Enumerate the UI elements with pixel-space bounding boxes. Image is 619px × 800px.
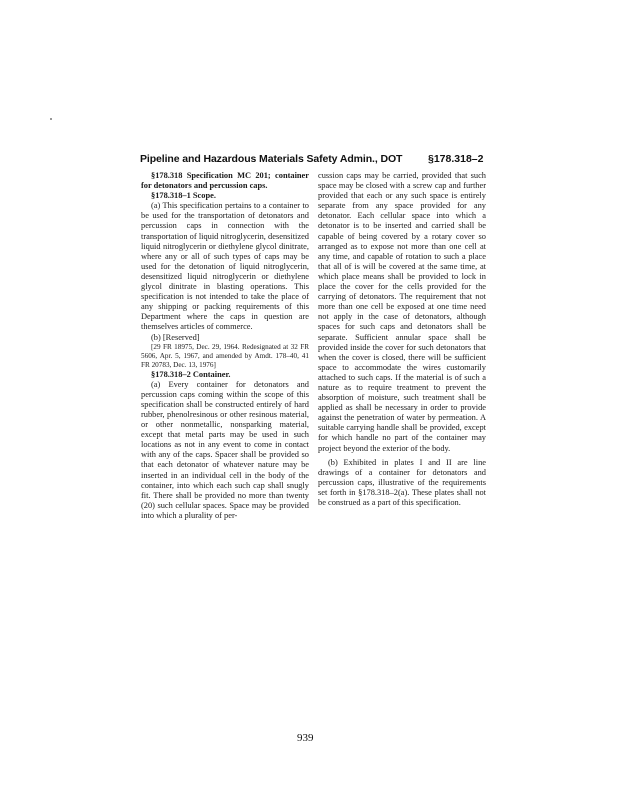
left-column: [141, 171, 309, 521]
right-column: [318, 171, 486, 508]
scan-speck: [50, 118, 52, 120]
scope-paragraph-a: (a) This specification pertains to a container to be used for the transportation of detonators and percussion caps in connection with the transportation of liquid nitroglycerin, desensitized liquid nitroglycerin or diethylene glycol dinitrate, where any or all of such types of caps may be used for the detonation of liquid nitroglycerin, desensitized liquid nitroglycerin or diethylene glycol dinitrate in blasting operations. This specification is not intended to take the place of any shipping or packing requirements of this Department where the caps in question are themselves articles of commerce.: [141, 201, 309, 332]
scope-heading: §178.318–1 Scope.: [151, 191, 216, 201]
running-header-section: §178.318–2: [428, 153, 484, 165]
container-paragraph-b: (b) Exhibited in plates I and II are line drawings of a container for detonators and percussion caps, illustrative of the requirements set forth in §178.318–2(a). These plates shall not be construed as a part of this specification.: [318, 457, 486, 507]
source-note: [29 FR 18975, Dec. 29, 1964. Redesignated at 32 FR 5606, Apr. 5, 1967, and amended by Amdt. 178–40, 41 FR 20783, Dec. 13, 1976]: [141, 342, 309, 369]
container-paragraph-a: (a) Every container for detonators and percussion caps coming within the scope of this specification shall be constructed entirely of hard rubber, phenolresinous or other resinous material, or other nonmetallic, nonsparking material, except that metal parts may be used in such locations as not in any event to come in contact with any of the caps. Spacer shall be provided so that each detonator of whatever nature may be inserted in an individual cell in the body of the container, into which each such cap shall snugly fit. There shall be provided no more than twenty (20) such cellular spaces. Space may be provided into which a plurality of per-: [141, 379, 309, 520]
running-header-agency: Pipeline and Hazardous Materials Safety Admin., DOT: [140, 153, 403, 165]
container-heading: §178.318–2 Container.: [151, 369, 231, 379]
container-paragraph-a-continued: cussion caps may be carried, provided that such space may be closed with a screw cap and further provided that each or any such space is entirely separate from any space provided for any detonator. Each cellular space into which a detonator is to be inserted and carried shall be capable of being covered by a rotary cover so arranged as to expose not more than one cell at any time, and capable of rotation to such a place that all of is will be covered at the same time, at which place means shall be provided to lock in place the cover for the cells provided for the carrying of detonators. The requirement that not more than one cell be exposed at one time need not apply in the case of detonators, although spaces for such caps and detonators shall be separate. Sufficient annular space shall be provided inside the cover for such detonators that when the cover is closed, there will be sufficient space to accommodate the wires customarily attached to such caps. If the material is of such a nature as to require treatment to prevent the absorption of moisture, such treatment shall be applied as shall be necessary in order to provide against the penetration of water by permeation. A suitable carrying handle shall be provided, except for which handle no part of the container may project beyond the exterior of the body.: [318, 171, 486, 453]
scope-paragraph-b: (b) [Reserved]: [151, 332, 200, 342]
section-title: §178.318 Specification MC 201; container for detonators and percussion caps.: [141, 171, 309, 191]
page-number: 939: [297, 732, 314, 744]
